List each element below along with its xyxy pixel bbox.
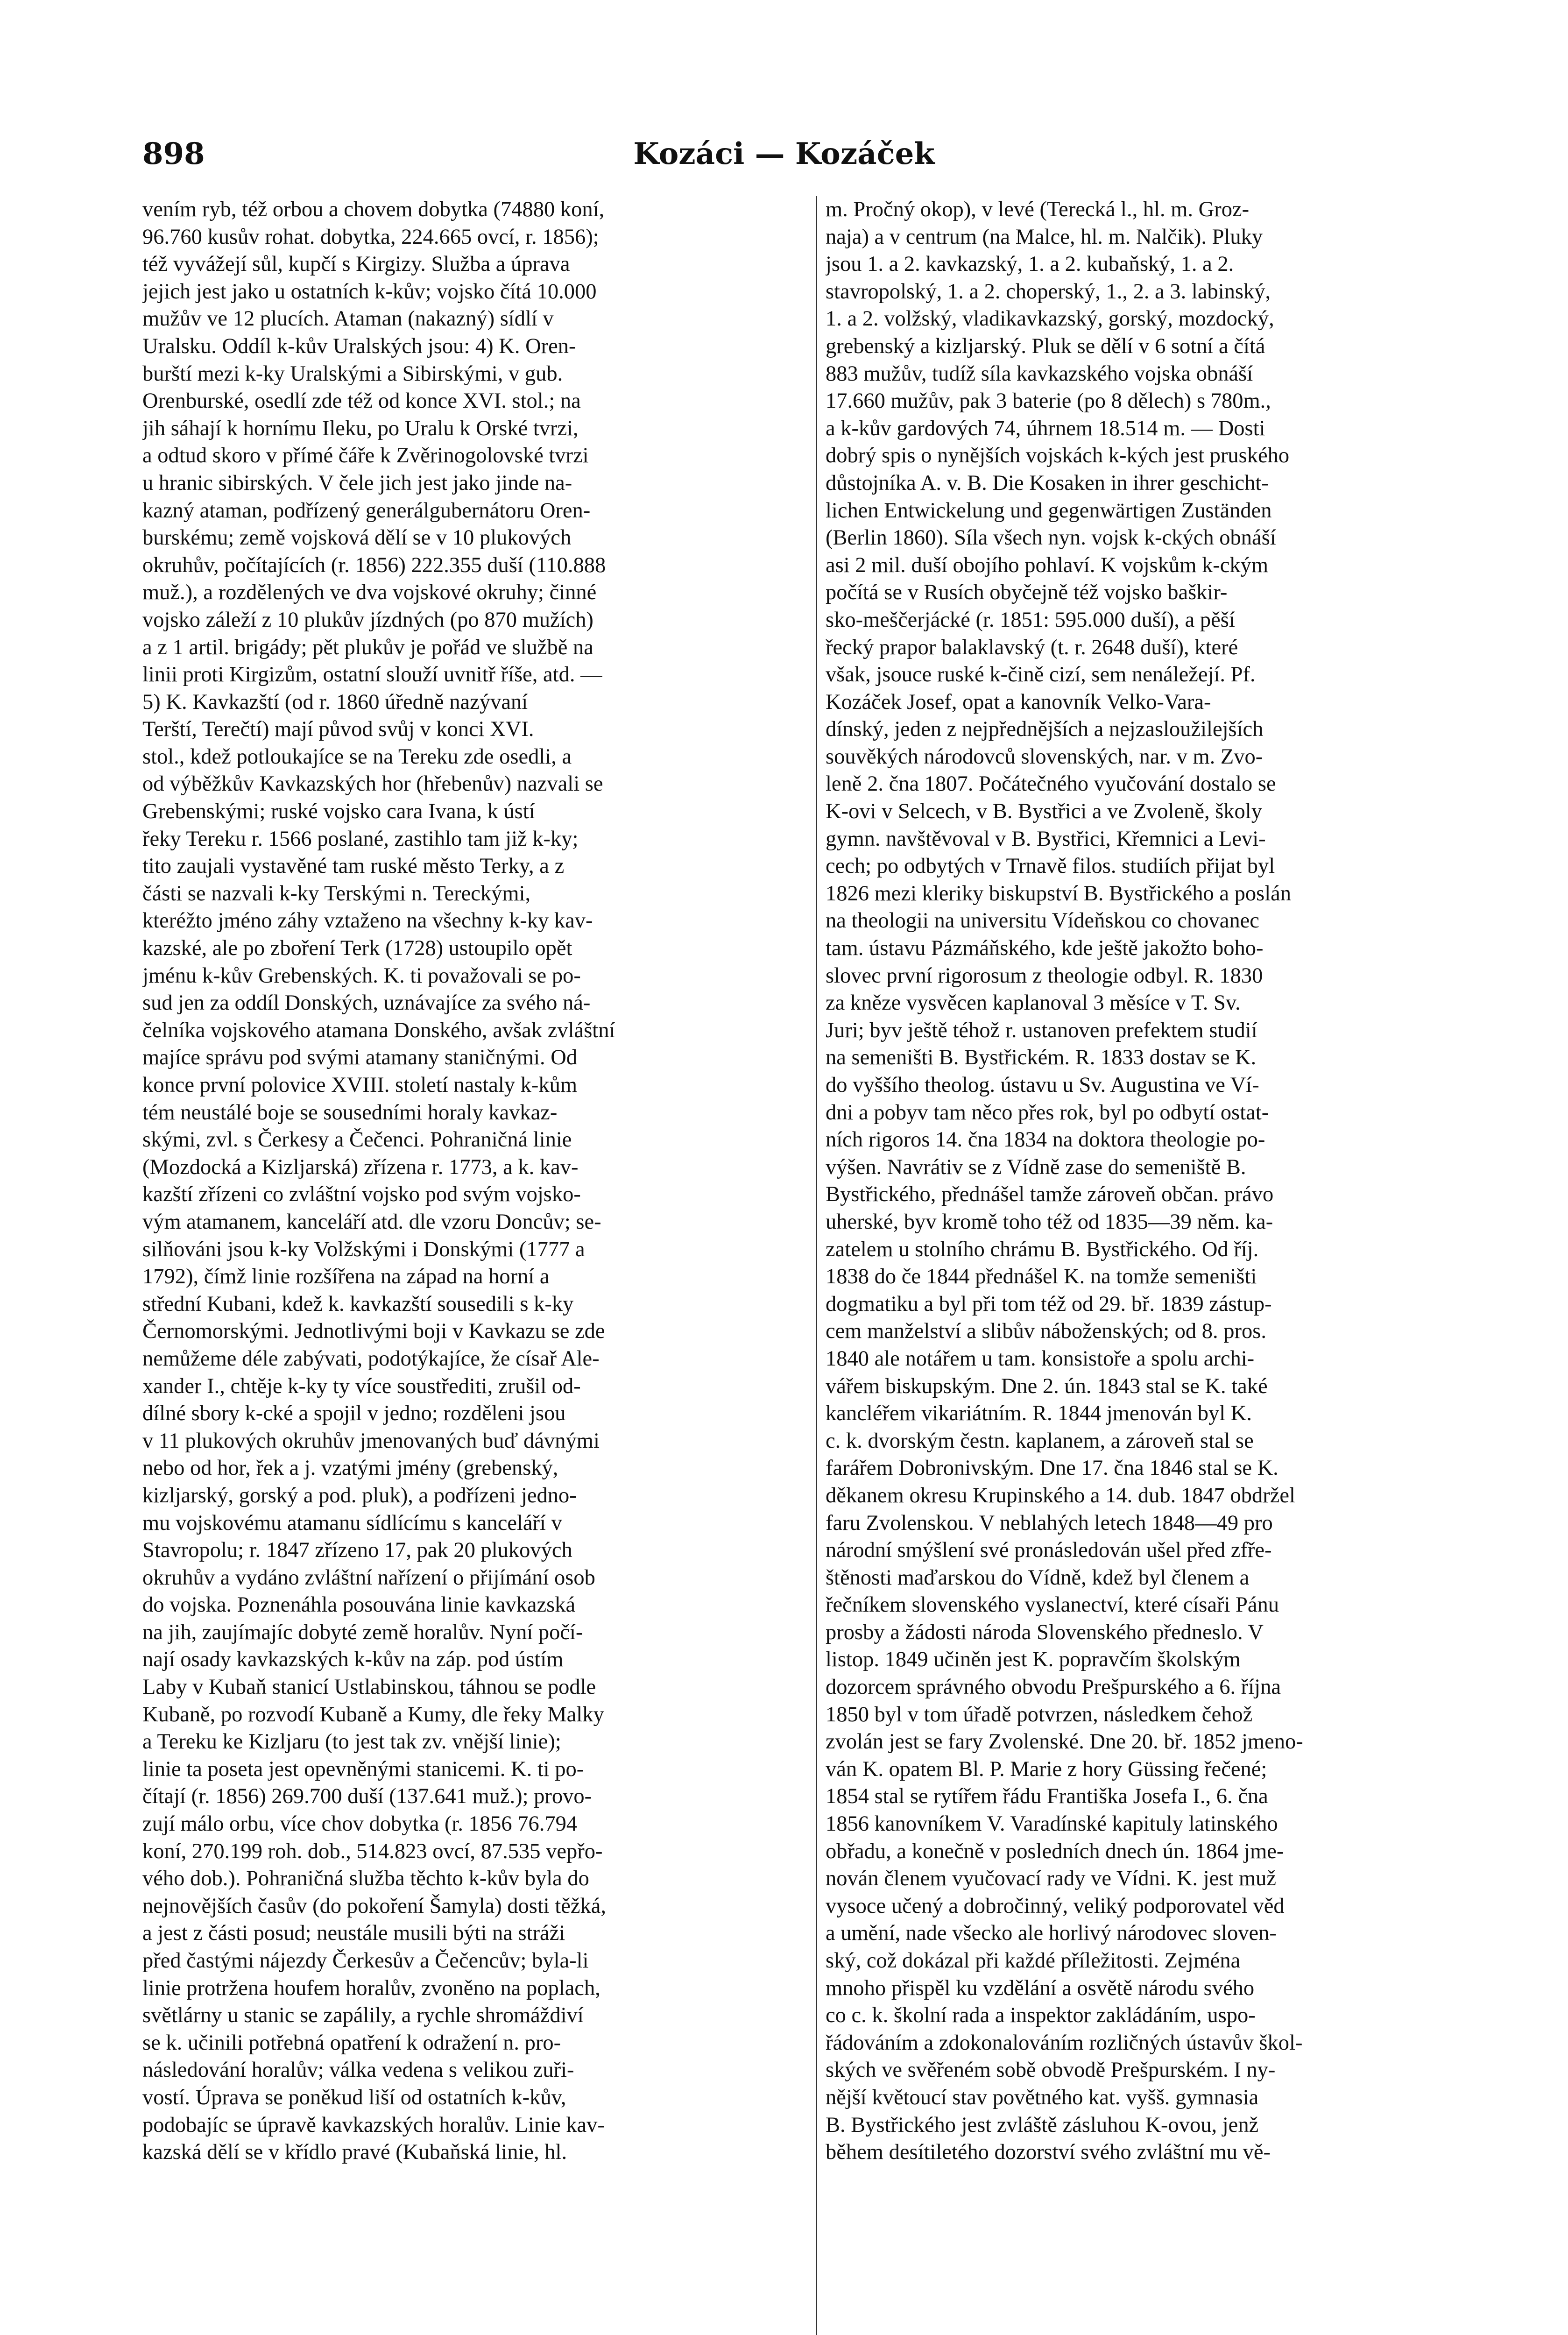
text-line: okruhův a vydáno zvláštní nařízení o přijímání osob — [142, 1565, 595, 1590]
text-line: mu vojskovému atamanu sídlícímu s kanceláří v — [142, 1511, 562, 1535]
text-line: děkanem okresu Krupinského a 14. dub. 1847 obdržel — [826, 1483, 1295, 1507]
text-line: na jih, zaujímajíc dobyté země horalův. Nyní počí- — [142, 1620, 583, 1644]
text-line: dozorcem správného obvodu Prešpurského a 6. října — [826, 1675, 1281, 1699]
text-line: kazští zřízeni co zvláštní vojsko pod svým vojsko- — [142, 1182, 581, 1207]
text-line: m. Pročný okop), v levé (Terecká l., hl. m. Groz- — [826, 198, 1250, 221]
text-line: se k. učinili potřebná opatření k odražení n. pro- — [142, 2031, 561, 2055]
text-line: Černomorskými. Jednotlivými boji v Kavkazu se zde — [142, 1319, 605, 1344]
text-line: xander I., chtěje k-ky ty více soustřediti, zrušil od- — [142, 1374, 581, 1398]
text-line: do vojska. Poznenáhla posouvána linie kavkazská — [142, 1593, 576, 1617]
text-line: následování horalův; válka vedena s velikou zuři- — [142, 2058, 574, 2082]
text-line: kazný ataman, podřízený generálgubernátoru Oren- — [142, 498, 591, 523]
text-line: burští mezi k-ky Uralskými a Sibirskými, v gub. — [142, 361, 563, 386]
text-line: 1854 stal se rytířem řádu Františka Josefa I., 6. čna — [826, 1784, 1268, 1809]
text-line: B. Bystřického jest zvláště zásluhou K-ovou, jenž — [826, 2113, 1259, 2137]
text-line: Bystřického, přednášel tamže zároveň občan. právo — [826, 1182, 1274, 1207]
text-line: silňováni jsou k-ky Volžskými i Donskými (1777 a — [142, 1237, 585, 1261]
text-line: 1792), čímž linie rozšířena na západ na horní a — [142, 1265, 550, 1289]
text-line: ván K. opatem Bl. P. Marie z hory Güssing řečené; — [826, 1757, 1267, 1781]
text-line: vostí. Úprava se poněkud liší od ostatních k-kův, — [142, 2085, 566, 2109]
text-line: stol., kdež potloukajíce se na Tereku zde osedli, a — [142, 744, 572, 769]
text-line: zvolán jest se fary Zvolenské. Dne 20. bř. 1852 jmeno- — [826, 1730, 1303, 1754]
text-line: linii proti Kirgizům, ostatní slouží uvnitř říše, atd. — — [142, 663, 602, 687]
text-line: Kubaně, po rozvodí Kubaně a Kumy, dle řeky Malky — [142, 1702, 604, 1726]
right-column — [826, 196, 1491, 2166]
text-line: za kněze vysvěcen kaplanoval 3 měsíce v T. Sv. — [826, 991, 1241, 1015]
text-line: stavropolský, 1. a 2. choperský, 1., 2. a 3. labinský, — [826, 279, 1271, 304]
text-line: v 11 plukových okruhův jmenovaných buď dávnými — [142, 1429, 600, 1453]
text-line: a z 1 artil. brigády; pět plukův je pořád ve službě na — [142, 635, 593, 659]
text-line: cech; po odbytých v Trnavě filos. studiích přijat byl — [826, 854, 1275, 878]
text-line: jménu k-kův Grebenských. K. ti považovali se po- — [142, 963, 581, 988]
text-line: kizljarský, gorský a pod. pluk), a podřízeni jedno- — [142, 1483, 577, 1507]
text-line: do vyššího theolog. ústavu u Sv. Augustina ve Ví- — [826, 1073, 1259, 1097]
text-line: řečníkem slovenského vyslanectví, které císaři Pánu — [826, 1593, 1279, 1617]
text-line: 1840 ale notářem u tam. konsistoře a spolu archi- — [826, 1346, 1255, 1371]
text-line: leně 2. čna 1807. Počátečného vyučování dostalo se — [826, 772, 1276, 796]
text-line: lichen Entwickelung und gegenwärtigen Zuständen — [826, 498, 1272, 523]
text-line: (Mozdocká a Kizljarská) zřízena r. 1773, a k. kav- — [142, 1155, 579, 1179]
text-line: Juri; byv ještě téhož r. ustanoven prefektem studií — [826, 1018, 1257, 1042]
text-line: Orenburské, osedlí zde též od konce XVI. stol.; na — [142, 389, 581, 413]
text-line: též vyvážejí sůl, kupčí s Kirgizy. Služba a úprava — [142, 252, 570, 276]
text-line: Stavropolu; r. 1847 zřízeno 17, pak 20 plukových — [142, 1538, 572, 1563]
text-line: burskému; země vojsková dělí se v 10 plukových — [142, 526, 572, 550]
text-line: konce první polovice XVIII. století nastaly k-kům — [142, 1073, 578, 1097]
text-line: Kozáček Josef, opat a kanovník Velko-Vara- — [826, 690, 1211, 714]
text-line: a umění, nade všecko ale horlivý národovec sloven- — [826, 1921, 1277, 1946]
text-line: mužův ve 12 plucích. Ataman (nakazný) sídlí v — [142, 307, 554, 331]
text-line: linie protržena houfem horalův, zvoněno na poplach, — [142, 1976, 600, 2000]
text-line: štěnosti maďarskou do Vídně, kdež byl členem a — [826, 1565, 1250, 1590]
text-line: c. k. dvorským čestn. kaplanem, a zároveň stal se — [826, 1429, 1254, 1453]
text-line: a odtud skoro v přímé čáře k Zvěrinogolovské tvrzi — [142, 444, 589, 468]
text-line: farářem Dobronivským. Dne 17. čna 1846 stal se K. — [826, 1456, 1278, 1480]
text-line: linie ta poseta jest opevněnými stanicemi. K. ti po- — [142, 1757, 584, 1781]
text-line: 1850 byl v tom úřadě potvrzen, následkem čehož — [826, 1702, 1253, 1726]
text-line: nebo od hor, řek a j. vzatými jmény (grebenský, — [142, 1456, 558, 1480]
text-line: koní, 270.199 roh. dob., 514.823 ovcí, 87.535 vepřo- — [142, 1839, 603, 1863]
text-line: co c. k. školní rada a inspektor zakládáním, uspo- — [826, 2003, 1256, 2028]
text-line: dílné sbory k-cké a spojil v jedno; rozděleni jsou — [142, 1401, 566, 1426]
text-line: na semeništi B. Bystřickém. R. 1833 dostav se K. — [826, 1046, 1257, 1070]
text-line: grebenský a kizljarský. Pluk se dělí v 6 sotní a čítá — [826, 334, 1265, 358]
text-line: 96.760 kusův rohat. dobytka, 224.665 ovcí, r. 1856); — [142, 225, 599, 249]
page-number: 898 — [142, 136, 205, 171]
text-line: jih sáhají k hornímu Ileku, po Uralu k Orské tvrzi, — [142, 416, 579, 440]
text-line: obřadu, a konečně v posledních dnech ún. 1864 jme- — [826, 1839, 1284, 1863]
text-line: na theologii na universitu Vídeňskou co chovanec — [826, 909, 1259, 933]
text-line: (Berlin 1860). Síla všech nyn. vojsk k-ckých obnáší — [826, 526, 1276, 550]
left-column — [142, 196, 805, 2166]
text-line: cem manželství a slibův náboženských; od 8. pros. — [826, 1319, 1266, 1344]
text-line: jsou 1. a 2. kavkazský, 1. a 2. kubaňský, 1. a 2. — [826, 252, 1234, 276]
text-line: tito zaujali vystavěné tam ruské město Terky, a z — [142, 854, 565, 878]
text-line: před častými nájezdy Čerkesův a Čečencův; byla-li — [142, 1949, 589, 1973]
text-line: tém neustálé boje se sousedními horaly kavkaz- — [142, 1100, 558, 1125]
text-line: národní smýšlení své pronásledován ušel před zfře- — [826, 1538, 1272, 1563]
text-line: prosby a žádosti národa Slovenského předneslo. V — [826, 1620, 1264, 1644]
text-line: čítají (r. 1856) 269.700 duší (137.641 muž.); provo- — [142, 1784, 592, 1809]
text-line: ských ve svěřeném sobě obvodě Prešpurském. I ny- — [826, 2058, 1276, 2082]
text-line: světlárny u stanic se zapálily, a rychle shromáždiví — [142, 2003, 584, 2028]
text-line: řeky Tereku r. 1566 poslané, zastihlo tam již k-ky; — [142, 827, 579, 851]
text-line: a jest z části posud; neustále musili býti na stráži — [142, 1921, 565, 1946]
text-line: nější květoucí stav povětného kat. vyšš. gymnasia — [826, 2085, 1259, 2109]
text-line: okruhův, počítajících (r. 1856) 222.355 duší (110.888 — [142, 553, 606, 577]
text-line: od výběžkův Kavkazských hor (hřebenův) nazvali se — [142, 772, 603, 796]
text-line: kazská dělí se v křídlo pravé (Kubaňská linie, hl. — [142, 2140, 567, 2165]
text-line: majíce správu pod svými atamany staničnými. Od — [142, 1046, 578, 1070]
text-line: dni a pobyv tam něco přes rok, byl po odbytí ostat- — [826, 1100, 1269, 1125]
text-line: skými, zvl. s Čerkesy a Čečenci. Pohraničná linie — [142, 1128, 572, 1152]
text-line: vářem biskupským. Dne 2. ún. 1843 stal se K. také — [826, 1374, 1268, 1398]
text-line: střední Kubani, kdež k. kavkazští sousedili s k-ky — [142, 1292, 574, 1316]
text-line: dogmatiku a byl při tom též od 29. bř. 1839 zástup- — [826, 1292, 1272, 1316]
text-line: 17.660 mužův, pak 3 baterie (po 8 dělech) s 780m., — [826, 389, 1271, 413]
text-line: nejnovějších časův (do pokoření Šamyla) dosti těžká, — [142, 1894, 607, 1918]
text-line: a Tereku ke Kizljaru (to jest tak zv. vnější linie); — [142, 1730, 561, 1754]
text-line: uherské, byv kromě toho též od 1835—39 něm. ka- — [826, 1210, 1273, 1234]
text-line: sud jen za oddíl Donských, uznávajíce za svého ná- — [142, 991, 591, 1015]
text-line: dínský, jeden z nejpřednějších a nejzasloužilejších — [826, 717, 1264, 742]
text-line: vého dob.). Pohraničná služba těchto k-kův byla do — [142, 1867, 589, 1891]
text-line: během desítiletého dozorství svého zvláštní mu vě- — [826, 2140, 1271, 2165]
text-line: mnoho přispěl ku vzdělání a osvětě národu svého — [826, 1976, 1255, 2000]
text-line: kteréžto jméno záhy vztaženo na všechny k-ky kav- — [142, 909, 593, 933]
text-line: ský, což dokázal při každé příležitosti. Zejména — [826, 1949, 1241, 1973]
text-line: dobrý spis o nynějších vojskách k-kých jest pruského — [826, 444, 1290, 468]
text-line: nají osady kavkazských k-kův na záp. pod ústím — [142, 1648, 564, 1672]
text-line: nován členem vyučovací rady ve Vídni. K. jest muž — [826, 1867, 1277, 1891]
text-line: 5) K. Kavkazští (od r. 1860 úředně nazývaní — [142, 690, 528, 714]
text-line: muž.), a rozdělených ve dva vojskové okruhy; činné — [142, 580, 597, 605]
running-head: Kozáci — Kozáček — [633, 136, 935, 171]
text-line: počítá se v Rusích obyčejně též vojsko baškir- — [826, 580, 1228, 605]
text-line: zují málo orbu, více chov dobytka (r. 1856 76.794 — [142, 1812, 578, 1836]
text-line: Laby v Kubaň stanicí Ustlabinskou, táhnou se podle — [142, 1675, 596, 1699]
text-line: Terští, Terečtí) mají původ svůj v konci XVI. — [142, 717, 534, 742]
text-line: 1826 mezi kleriky biskupství B. Bystřického a poslán — [826, 881, 1292, 906]
text-line: vením ryb, též orbou a chovem dobytka (74880 koní, — [142, 198, 605, 221]
text-line: gymn. navštěvoval v B. Bystřici, Křemnici a Levi- — [826, 827, 1266, 851]
text-line: asi 2 mil. duší obojího pohlaví. K vojskům k-ckým — [826, 553, 1269, 577]
text-line: vým atamanem, kanceláří atd. dle vzoru Doncův; se- — [142, 1210, 601, 1234]
page-header — [142, 136, 1426, 174]
column-divider — [816, 196, 817, 2335]
text-line: 1856 kanovníkem V. Varadínské kapituly latinského — [826, 1812, 1278, 1836]
text-line: výšen. Navrátiv se z Vídně zase do semeniště B. — [826, 1155, 1246, 1179]
text-line: tam. ústavu Pázmáňského, kde ještě jakožto boho- — [826, 936, 1264, 961]
text-line: listop. 1849 učiněn jest K. popravčím školským — [826, 1648, 1241, 1672]
text-line: kazské, ale po zboření Terk (1728) ustoupilo opět — [142, 936, 572, 961]
text-line: řecký prapor balaklavský (t. r. 2648 duší), které — [826, 635, 1238, 659]
text-line: řádováním a zdokonalováním rozličných ústavův škol- — [826, 2031, 1303, 2055]
text-line: a k-kův gardových 74, úhrnem 18.514 m. — Dosti — [826, 416, 1265, 440]
text-line: Uralsku. Oddíl k-kův Uralských jsou: 4) K. Oren- — [142, 334, 576, 358]
text-line: 883 mužův, tudíž síla kavkazského vojska obnáší — [826, 361, 1253, 386]
text-line: však, jsouce ruské k-čině cizí, sem nenáležejí. Pf. — [826, 663, 1256, 687]
text-line: podobajíc se úpravě kavkazských horalův. Linie kav- — [142, 2113, 605, 2137]
text-line: vysoce učený a dobročinný, veliký podporovatel věd — [826, 1894, 1285, 1918]
text-line: jejich jest jako u ostatních k-kův; vojsko čítá 10.000 — [142, 279, 597, 304]
text-line: 1838 do če 1844 přednášel K. na tomže semeništi — [826, 1265, 1257, 1289]
text-line: u hranic sibirských. V čele jich jest jako jinde na- — [142, 471, 572, 495]
text-line: vojsko záleží z 10 plukův jízdných (po 870 mužích) — [142, 608, 593, 632]
text-line: čelníka vojskového atamana Donského, avšak zvláštní — [142, 1018, 615, 1042]
text-line: 1. a 2. volžský, vladikavkazský, gorský, mozdocký, — [826, 307, 1274, 331]
text-line: sko-meščerjácké (r. 1851: 595.000 duší), a pěší — [826, 608, 1235, 632]
text-line: souvěkých národovců slovenských, nar. v m. Zvo- — [826, 744, 1263, 769]
text-line: části se nazvali k-ky Terskými n. Tereckými, — [142, 881, 531, 906]
text-line: Grebenskými; ruské vojsko cara Ivana, k ústí — [142, 800, 535, 824]
text-line: naja) a v centrum (na Malce, hl. m. Nalčik). Pluky — [826, 225, 1263, 249]
text-line: faru Zvolenskou. V neblahých letech 1848—49 pro — [826, 1511, 1273, 1535]
text-line: slovec první rigorosum z theologie odbyl. R. 1830 — [826, 963, 1263, 988]
text-line: kancléřem vikariátním. R. 1844 jmenován byl K. — [826, 1401, 1252, 1426]
text-line: důstojníka A. v. B. Die Kosaken in ihrer geschicht- — [826, 471, 1269, 495]
text-line: ních rigoros 14. čna 1834 na doktora theologie po- — [826, 1128, 1265, 1152]
text-line: zatelem u stolního chrámu B. Bystřického. Od říj. — [826, 1237, 1259, 1261]
text-line: K-ovi v Selcech, v B. Bystřici a ve Zvoleně, školy — [826, 800, 1262, 824]
text-line: nemůžeme déle zabývati, podotýkajíce, že císař Ale- — [142, 1346, 600, 1371]
